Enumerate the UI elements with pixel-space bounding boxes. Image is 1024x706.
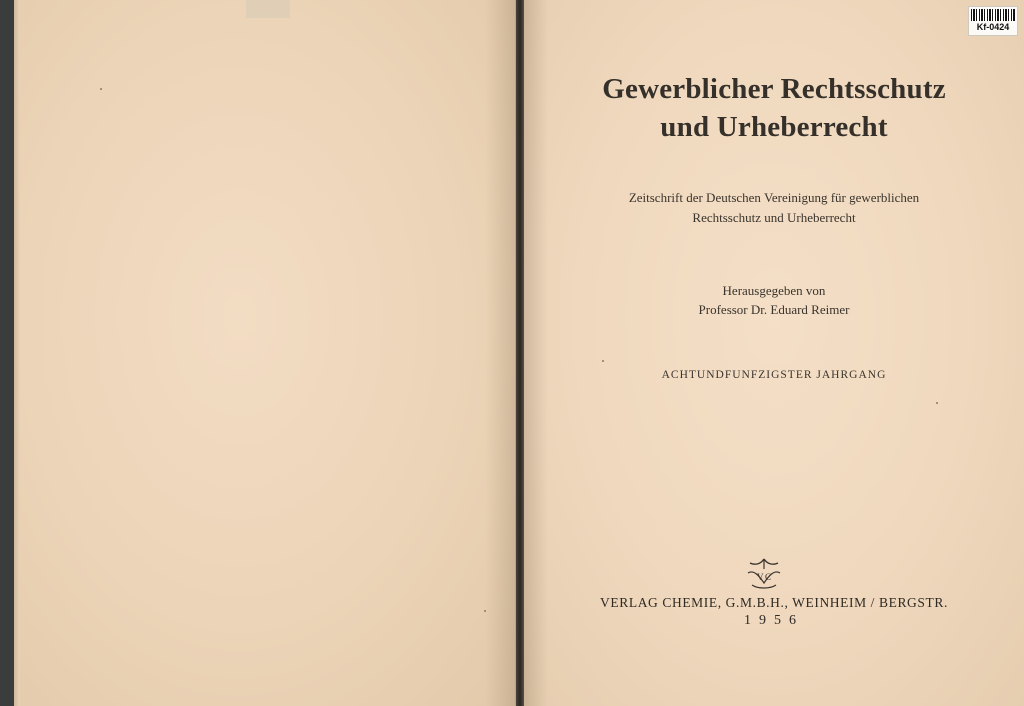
left-page xyxy=(14,0,516,706)
left-page-edge xyxy=(14,0,20,706)
paper-speck xyxy=(484,610,486,612)
publisher-line: VERLAG CHEMIE, G.M.B.H., WEINHEIM / BERGSTR. xyxy=(600,595,948,610)
tape-mark xyxy=(246,0,290,18)
paper-speck xyxy=(936,402,938,404)
right-page xyxy=(524,0,1024,706)
subtitle-line-2: Rechtsschutz und Urheberrecht xyxy=(692,210,856,225)
logo-letter-v: V xyxy=(757,572,764,582)
subtitle-line-1: Zeitschrift der Deutschen Vereinigung für gewerblichen xyxy=(628,190,920,205)
logo-letter-c: C xyxy=(765,572,772,582)
journal-subtitle xyxy=(524,188,1024,228)
book-gutter xyxy=(516,0,524,706)
paper-speck xyxy=(602,360,604,362)
library-label xyxy=(968,6,1018,36)
editor-credit xyxy=(524,281,1024,319)
volume-label: ACHTUNDFUNFZIGSTER JAHRGANG xyxy=(661,369,887,381)
paper-speck xyxy=(100,88,102,90)
editor-line-2: Professor Dr. Eduard Reimer xyxy=(698,302,850,317)
barcode-icon xyxy=(971,9,1015,21)
title-line-2: und Urheberrecht xyxy=(660,111,888,143)
publisher-logo-icon xyxy=(740,555,788,591)
label-code: Kf-0424 xyxy=(976,22,1010,32)
title-line-1: Gewerblicher Rechtsschutz xyxy=(602,73,946,105)
editor-line-1: Herausgegeben von xyxy=(722,283,826,298)
publication-year: 1956 xyxy=(744,613,804,628)
page-title xyxy=(524,70,1024,146)
